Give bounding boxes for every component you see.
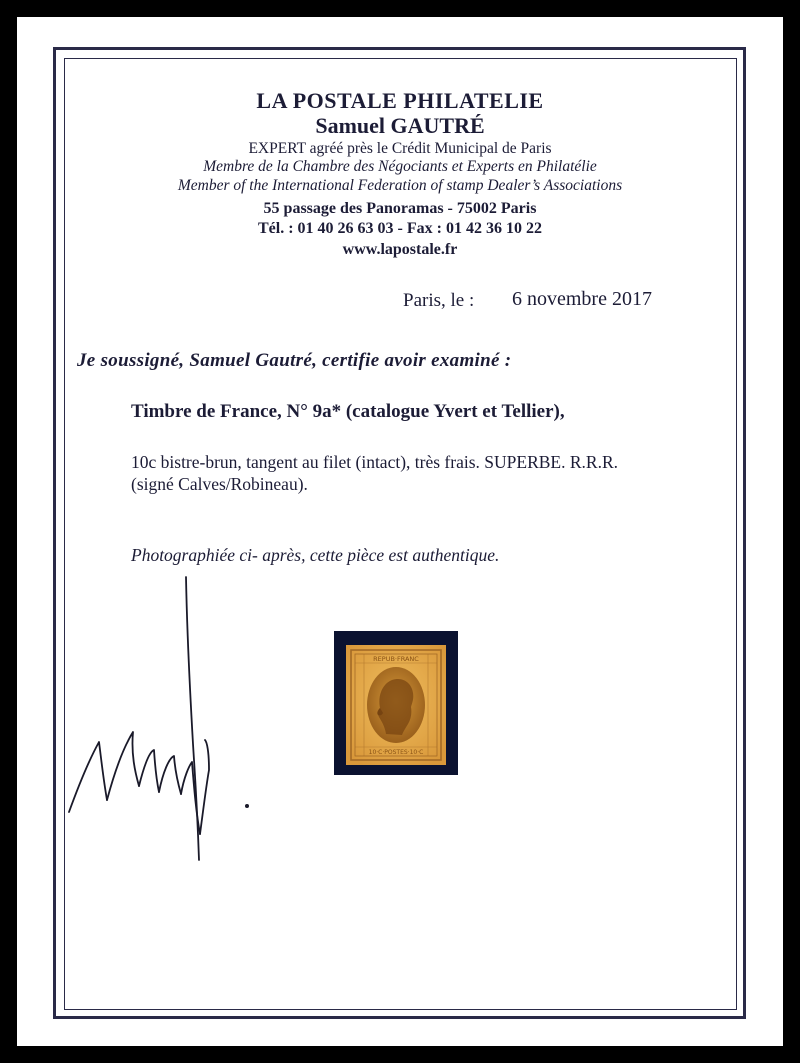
date-place-label: Paris, le : xyxy=(403,290,475,311)
membership-english: Member of the International Federation of stamp Dealer’s Associations xyxy=(177,177,623,194)
description-line-2: (signé Calves/Robineau). xyxy=(131,474,308,494)
website-link: www.lapostale.fr xyxy=(342,241,458,258)
authenticity-note: Photographiée ci- après, cette pièce est authentique. xyxy=(131,545,500,565)
stamp-identification: Timbre de France, N° 9a* (catalogue Yvert et Tellier), xyxy=(131,401,565,422)
phone-fax: Tél. : 01 40 26 63 03 - Fax : 01 42 36 10 22 xyxy=(258,220,542,237)
stamp-description xyxy=(131,451,618,495)
stamp-photo xyxy=(334,631,458,775)
description-line-1: 10c bistre-brun, tangent au filet (intact), très frais. SUPERBE. R.R.R. xyxy=(131,452,618,472)
signature xyxy=(59,572,259,862)
address: 55 passage des Panoramas - 75002 Paris xyxy=(263,200,537,217)
stamp-top-text: REPUB·FRANC xyxy=(373,655,419,663)
company-name: LA POSTALE PHILATELIE xyxy=(256,88,544,113)
certification-statement: Je soussigné, Samuel Gautré, certifie avoir examiné : xyxy=(77,350,512,371)
certificate-date: 6 novembre 2017 xyxy=(512,288,652,310)
expert-name: Samuel GAUTRÉ xyxy=(315,113,485,138)
stamp-bottom-text: 10·C·POSTES·10·C xyxy=(368,749,424,756)
expert-credential: EXPERT agréé près le Crédit Municipal de Paris xyxy=(248,140,552,157)
membership-french: Membre de la Chambre des Négociants et Experts en Philatélie xyxy=(203,158,597,175)
certificate-sheet xyxy=(17,17,783,1046)
signature-dot xyxy=(245,804,249,808)
